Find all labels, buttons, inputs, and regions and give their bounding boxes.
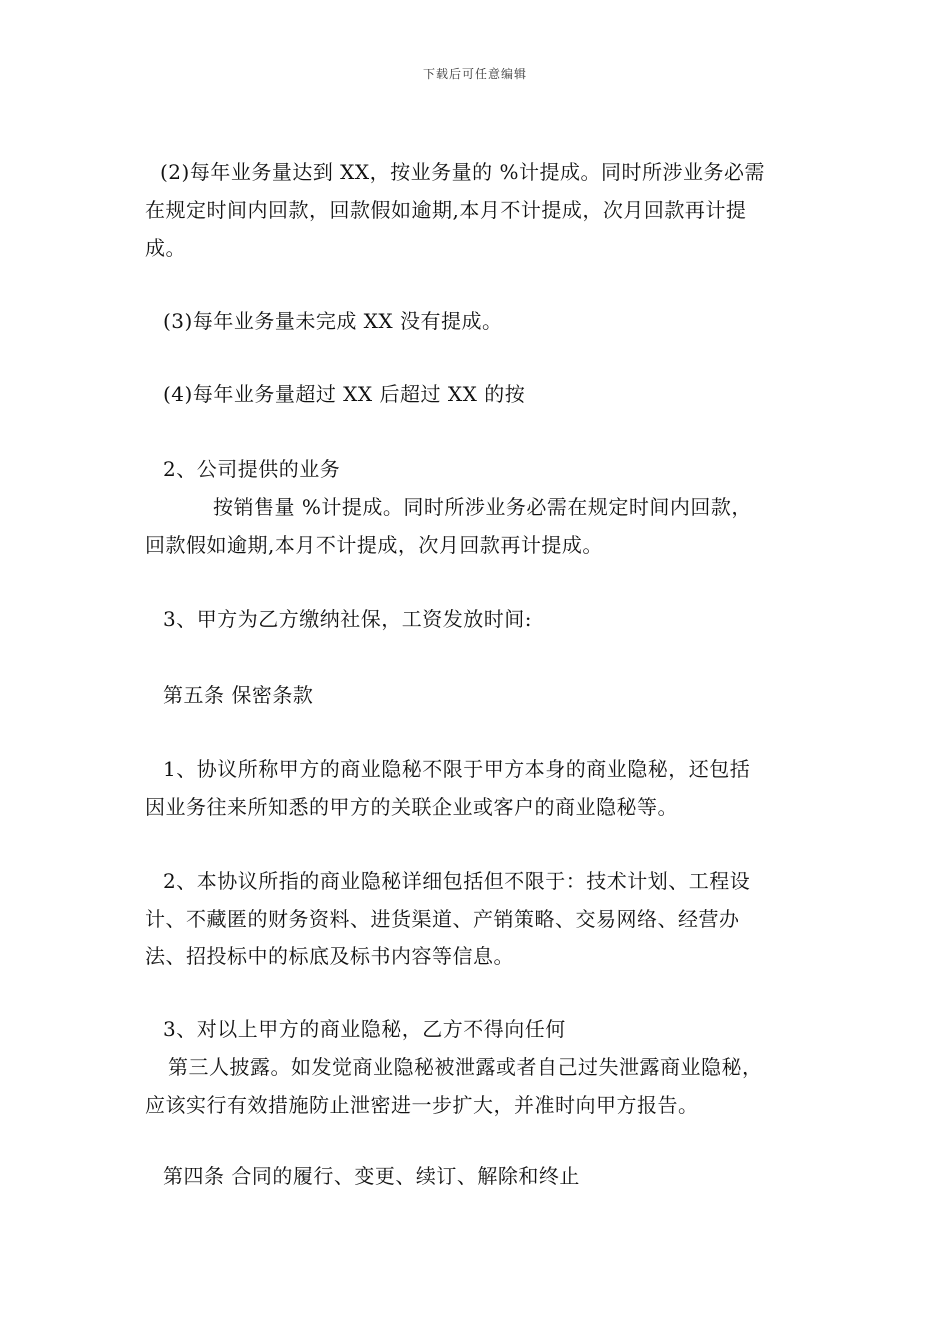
text-line: 成。 <box>145 236 186 260</box>
text-line: 2、本协议所指的商业隐秘详细包括但不限于：技术计划、工程设 <box>163 869 751 893</box>
text-line: 第三人披露。如发觉商业隐秘被泄露或者自己过失泄露商业隐秘， <box>168 1055 763 1079</box>
text-line: 因业务往来所知悉的甲方的关联企业或客户的商业隐秘等。 <box>145 795 678 819</box>
text-line: (4)每年业务量超过 XX 后超过 XX 的按 <box>163 382 526 406</box>
text-line: 计、不藏匿的财务资料、进货渠道、产销策略、交易网络、经营办 <box>145 907 740 931</box>
section-heading: 第五条 保密条款 <box>163 683 314 707</box>
header-note: 下载后可任意编辑 <box>422 67 527 81</box>
text-line: 按销售量 %计提成。同时所涉业务必需在规定时间内回款， <box>213 495 752 519</box>
text-line: 1、协议所称甲方的商业隐秘不限于甲方本身的商业隐秘，还包括 <box>163 757 751 781</box>
text-line: (2)每年业务量达到 XX，按业务量的 %计提成。同时所涉业务必需 <box>160 160 766 184</box>
text-line: 法、招投标中的标底及标书内容等信息。 <box>145 944 514 968</box>
text-line: 应该实行有效措施防止泄密进一步扩大，并准时向甲方报告。 <box>145 1093 699 1117</box>
text-line: 回款假如逾期,本月不计提成，次月回款再计提成。 <box>145 533 603 557</box>
text-line: 2、公司提供的业务 <box>163 457 341 481</box>
section-heading: 第四条 合同的履行、变更、续订、解除和终止 <box>163 1164 580 1188</box>
text-line: 3、甲方为乙方缴纳社保，工资发放时间: <box>163 607 532 631</box>
text-line: 在规定时间内回款，回款假如逾期,本月不计提成，次月回款再计提 <box>145 198 747 222</box>
text-line: 3、对以上甲方的商业隐秘，乙方不得向任何 <box>163 1017 566 1041</box>
text-line: (3)每年业务量未完成 XX 没有提成。 <box>163 309 503 333</box>
